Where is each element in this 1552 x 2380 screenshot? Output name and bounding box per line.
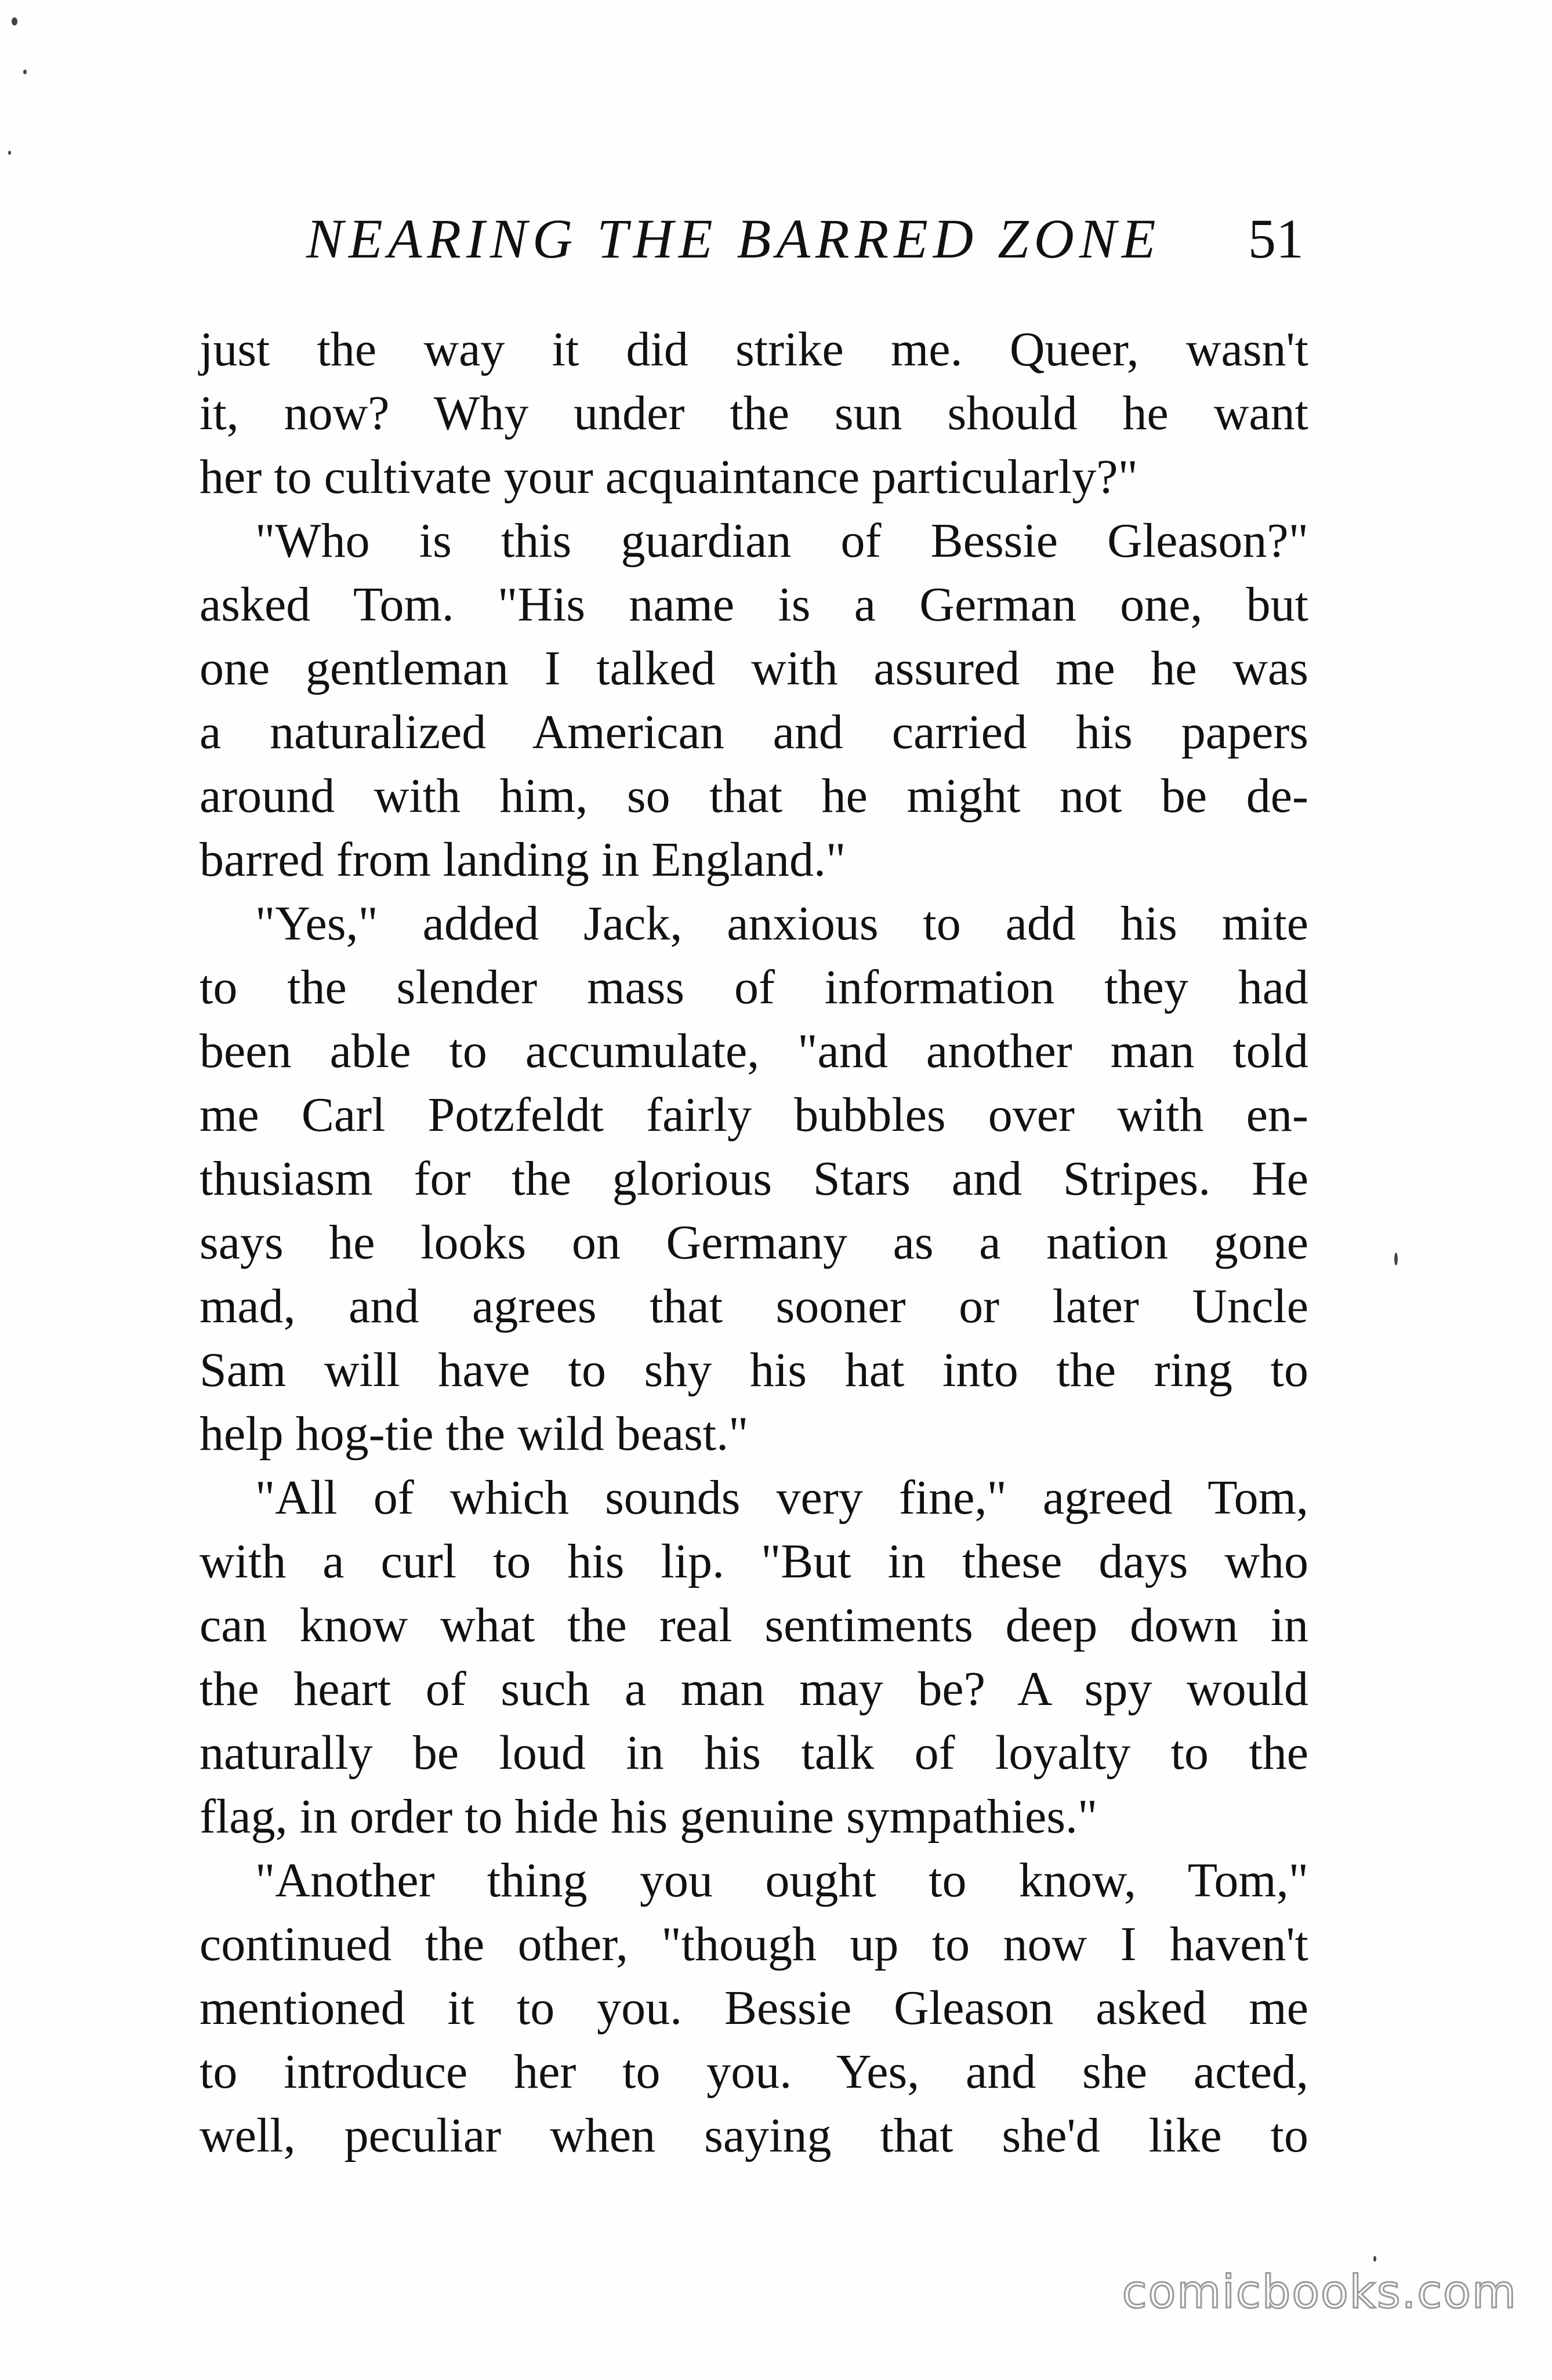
running-title: NEARING THE BARRED ZONE (306, 208, 1161, 270)
text-line: to the slender mass of information they had (200, 960, 1308, 1014)
text-line: Sam will have to shy his hat into the ring to (200, 1343, 1308, 1397)
body-text (200, 318, 1308, 2168)
text-line: mentioned it to you. Bessie Gleason asked me (200, 1981, 1308, 2035)
text-line: the heart of such a man may be? A spy would (200, 1662, 1308, 1716)
text-line: around with him, so that he might not be de- (200, 769, 1308, 823)
text-line: flag, in order to hide his genuine sympathies." (200, 1790, 1098, 1844)
text-line: been able to accumulate, "and another man told (200, 1024, 1308, 1078)
text-line: well, peculiar when saying that she'd like to (200, 2109, 1308, 2163)
text-line: continued the other, "though up to now I haven't (200, 1917, 1308, 1971)
scan-speck (1373, 2256, 1376, 2262)
page-number: 51 (1248, 208, 1304, 270)
text-line: a naturalized American and carried his papers (200, 705, 1308, 759)
text-line: "Yes," added Jack, anxious to add his mite (255, 897, 1308, 950)
text-line: mad, and agrees that sooner or later Uncle (200, 1279, 1308, 1333)
text-line: "All of which sounds very fine," agreed Tom, (255, 1471, 1308, 1525)
text-line: "Another thing you ought to know, Tom," (255, 1853, 1308, 1907)
text-line: can know what the real sentiments deep down in (200, 1598, 1308, 1652)
text-line: says he looks on Germany as a nation gone (200, 1216, 1308, 1269)
running-head (306, 204, 1304, 274)
text-line: with a curl to his lip. "But in these days who (200, 1534, 1308, 1588)
text-line: me Carl Potzfeldt fairly bubbles over with en- (200, 1088, 1308, 1142)
text-line: it, now? Why under the sun should he want (200, 386, 1308, 440)
text-line: one gentleman I talked with assured me he was (200, 641, 1308, 695)
text-line: barred from landing in England." (200, 833, 846, 887)
text-line: just the way it did strike me. Queer, wasn't (200, 322, 1308, 376)
scan-speck (8, 151, 11, 155)
text-line: naturally be loud in his talk of loyalty to the (200, 1726, 1308, 1780)
watermark: comicbooks.com (1122, 2266, 1517, 2319)
text-line: thusiasm for the glorious Stars and Stripes. He (200, 1152, 1308, 1206)
text-line: her to cultivate your acquaintance particularly?" (200, 450, 1138, 504)
text-line: to introduce her to you. Yes, and she acted, (200, 2045, 1308, 2099)
text-line: asked Tom. "His name is a German one, but (200, 578, 1308, 632)
text-line: "Who is this guardian of Bessie Gleason?" (255, 514, 1308, 568)
text-line: help hog-tie the wild beast." (200, 1407, 749, 1461)
scan-speck (12, 17, 17, 26)
scan-speck (1394, 1253, 1398, 1265)
scan-speck (23, 70, 27, 74)
